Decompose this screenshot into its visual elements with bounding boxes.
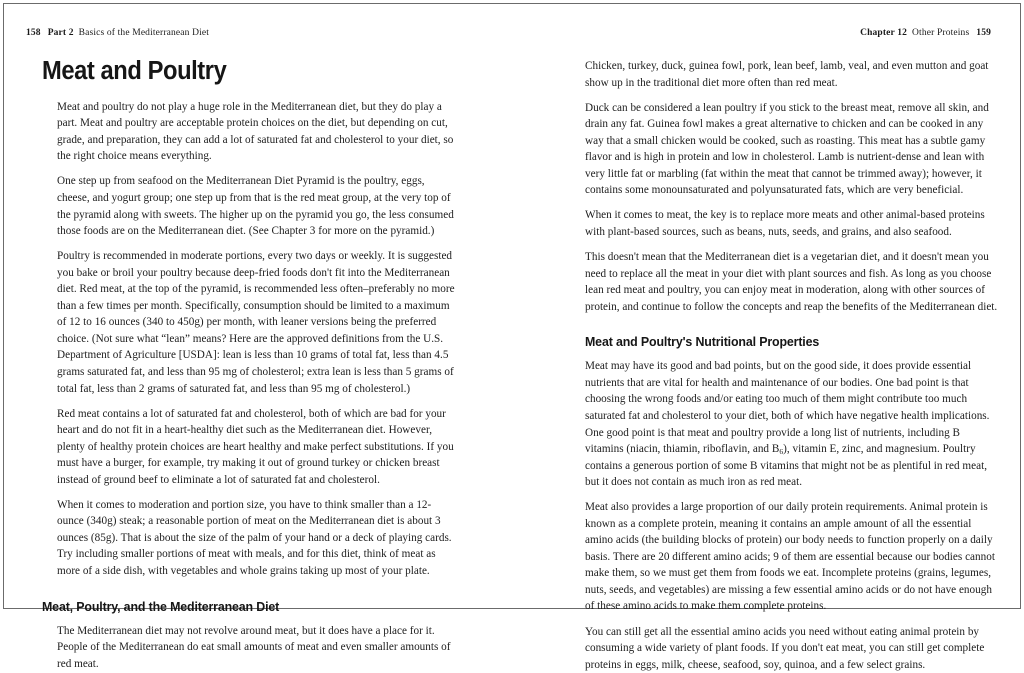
- right-page-column: [585, 58, 1001, 673]
- body-paragraph: Red meat contains a lot of saturated fat and cholesterol, both of which are bad for your heart and do not fit in a heart-healthy diet such as the Mediterranean diet. However, plenty of healthy protein choices are heart healthy and make perfect substitutions. If you must have a burger, for example, try making it out of ground turkey or chicken breast instead of ground beef to eliminate a lot of saturated fat and cholesterol.: [57, 407, 454, 486]
- body-paragraph: Meat and poultry do not play a huge role in the Mediterranean diet, but they do play a part. Meat and poultry are acceptable protein choices on the diet, but depending on cut, grade, and preparation, they can add a lot of saturated fat and cholesterol to your diet, so the right choice means everything.: [57, 100, 454, 163]
- vitamin-b6-subscript: 6: [779, 446, 784, 456]
- section-heading-nutritional-properties: Meat and Poultry's Nutritional Properties: [585, 334, 820, 350]
- nutrient-text-part-2: ), vitamin E, zinc, and magnesium. Poultry contains a generous portion of some B vitamins that might not be as plentiful in red meat, but it does not contain as much iron as red meat.: [585, 443, 988, 489]
- running-head-left: [26, 28, 209, 38]
- chapter-running-title: Other Proteins: [912, 28, 970, 38]
- body-paragraph: When it comes to moderation and portion size, you have to think smaller than a 12-ounce (340g) steak; a reasonable portion of meat on the Mediterranean diet is about 3 ounces (85g). That is about the size of the palm of your hand or a deck of playing cards. Try including smaller portions of meat with meals, and for this diet, think of meat as more of a side dish, with vegetables and whole grains taking up most of your plate.: [57, 498, 452, 577]
- body-paragraph: You can still get all the essential amino acids you need without eating animal protein by consuming a wide variety of plant foods. If you don't eat meat, you can still get complete proteins in eggs, milk, cheese, seafood, soy, quinoa, and a few select grains.: [585, 625, 985, 671]
- running-head-right: [860, 28, 998, 38]
- chapter-label: Chapter 12: [860, 28, 908, 38]
- body-paragraph: Poultry is recommended in moderate portions, every two days or weekly. It is suggested you bake or broil your poultry because deep-fried foods don't fit into the Mediterranean diet. Red meat, at the top of the pyramid, is recommended less often–preferably no more than a few times per month. Specifically, consumption should be limited to a maximum of 12 to 16 ounces (340 to 450g) per month, with leaner versions being the preferred choice. (Not sure what “lean” means? Here are the approved definitions from the U.S. Department of Agriculture [USDA]: lean is less than 10 grams of total fat, less than 4.5 grams saturated fat, and less than 95 mg of cholesterol; extra lean is less than 5 grams of total fat, less than 2 grams of saturated fat, and less than 95 mg of cholesterol.): [57, 250, 455, 395]
- part-title: Basics of the Mediterranean Diet: [78, 28, 210, 38]
- left-page-column: [42, 58, 458, 672]
- body-paragraph: Meat also provides a large proportion of our daily protein requirements. Animal protein is known as a complete protein, meaning it contains an ample amount of all the essential amino acids (the building blocks of protein) our body needs to function properly on a daily basis. There are 20 different amino acids; 9 of them are essential because our bodies cannot make them, so we must get them from foods we eat. Incomplete proteins (grains, legumes, nuts, seeds, and vegetables) are missing a few essential amino acids or do not have enough of these amino acids to make them complete proteins.: [585, 501, 995, 613]
- body-paragraph: One step up from seafood on the Mediterranean Diet Pyramid is the poultry, eggs, cheese, and yogurt group; one step up from that is the red meat group, at the very top of the pyramid along with sweets. The higher up on the pyramid you go, the less consumed those foods are on the Mediterranean diet. (See Chapter 3 for more on the pyramid.): [57, 175, 454, 238]
- body-paragraph: The Mediterranean diet may not revolve around meat, but it does have a place for it. People of the Mediterranean do eat small amounts of meat and even smaller amounts of red meat.: [57, 624, 451, 670]
- body-paragraph: Chicken, turkey, duck, guinea fowl, pork, lean beef, lamb, veal, and even mutton and goat show up in the traditional diet more often than red meat.: [585, 60, 989, 89]
- folio-left: 158: [26, 28, 41, 38]
- page-title: Meat and Poultry: [42, 57, 227, 85]
- section-heading-meat-poultry-mediterranean-diet: Meat, Poultry, and the Mediterranean Diet: [42, 598, 280, 614]
- nutrient-text-part-1: Meat may have its good and bad points, but on the good side, it does provide essential nutrients that are vital for health and maintenance of our bodies. One bad point is that choosing the wrong foods and/or eating too much of them might contribute too much saturated fat and cholesterol to your diet, both of which have negative health implications. One good point is that meat and poultry provide a long list of nutrients, including B vitamins (niacin, thiamin, riboflavin, and B: [585, 360, 990, 456]
- body-paragraph: When it comes to meat, the key is to replace more meats and other animal-based proteins with plant-based sources, such as beans, nuts, seeds, and grains, and also seafood.: [585, 209, 985, 238]
- body-paragraph: Duck can be considered a lean poultry if you stick to the breast meat, remove all skin, and drain any fat. Guinea fowl makes a great alternative to chicken and can be cooked in any way that a small chicken would be cooked, such as roasting. This meat has a subtle gamy flavor and is high in protein and low in cholesterol. Lamb is nutrient-dense and lean with very little fat or marbling (fat within the meat that cannot be trimmed away); however, it contains some monounsaturated and polyunsaturated fats, which are very beneficial.: [585, 101, 989, 197]
- part-label: Part 2: [47, 28, 74, 38]
- folio-right: 159: [976, 28, 991, 38]
- body-paragraph-nutrients: [585, 358, 1001, 490]
- body-paragraph: This doesn't mean that the Mediterranean diet is a vegetarian diet, and it doesn't mean you need to replace all the meat in your diet with plant sources and fish. As long as you choose lean red meat and poultry, you can enjoy meat in moderation, along with other sources of protein, and continue to follow the concepts and reap the benefits of the Mediterranean diet.: [585, 250, 998, 313]
